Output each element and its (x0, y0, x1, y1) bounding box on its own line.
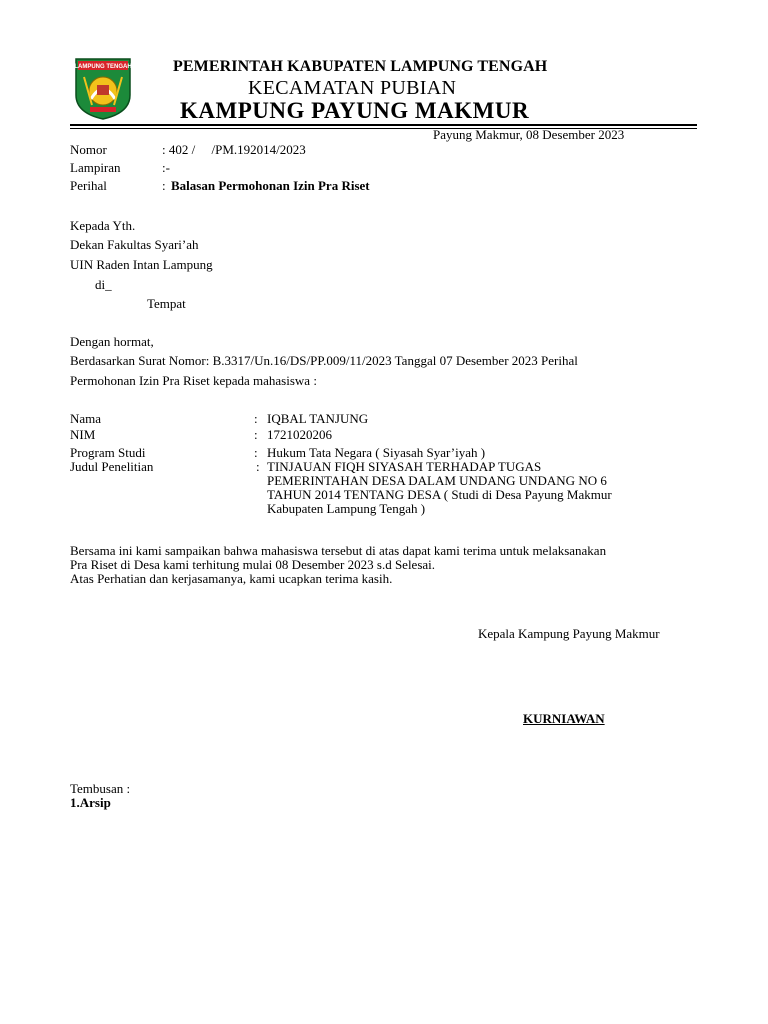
recipient-line-3: UIN Raden Intan Lampung (70, 257, 213, 272)
recipient-line-1: Kepada Yth. (70, 218, 136, 233)
header-line-village: KAMPUNG PAYUNG MAKMUR (180, 98, 530, 123)
lampiran-value: :- (162, 160, 170, 175)
nim-label: NIM (70, 427, 96, 442)
lampiran-label: Lampiran (70, 160, 121, 175)
perihal-label: Perihal (70, 178, 107, 193)
signatory-title: Kepala Kampung Payung Makmur (478, 626, 660, 641)
perihal-value: Balasan Permohonan Izin Pra Riset (171, 178, 370, 193)
nama-colon: : (254, 411, 258, 426)
judul-line-2: PEMERINTAHAN DESA DALAM UNDANG UNDANG NO 6 (267, 473, 607, 488)
closing-line-2: Pra Riset di Desa kami terhitung mulai 08 Desember 2023 s.d Selesai. (70, 557, 436, 572)
header-divider-thick (70, 124, 697, 126)
intro-line-2: Permohonan Izin Pra Riset kepada mahasiswa : (70, 373, 317, 388)
closing-line-3: Atas Perhatian dan kerjasamanya, kami ucapkan terima kasih. (70, 571, 393, 586)
place-and-date: Payung Makmur, 08 Desember 2023 (433, 127, 625, 142)
header-line-government: PEMERINTAH KABUPATEN LAMPUNG TENGAH (173, 58, 548, 75)
closing-line-1: Bersama ini kami sampaikan bahwa mahasiswa tersebut di atas dapat kami terima untuk melaksanakan (70, 543, 607, 558)
prodi-label: Program Studi (70, 445, 146, 460)
header-line-district: KECAMATAN PUBIAN (248, 77, 457, 99)
prodi-value: Hukum Tata Negara ( Siyasah Syar’iyah ) (267, 445, 486, 460)
judul-colon: : (256, 459, 260, 474)
nama-value: IQBAL TANJUNG (267, 411, 369, 426)
judul-line-4: Kabupaten Lampung Tengah ) (267, 501, 426, 516)
nim-colon: : (254, 427, 258, 442)
greeting: Dengan hormat, (70, 334, 154, 349)
recipient-line-2: Dekan Fakultas Syari’ah (70, 237, 199, 252)
judul-line-1: TINJAUAN FIQH SIYASAH TERHADAP TUGAS (267, 459, 542, 474)
perihal-colon: : (162, 178, 166, 193)
regency-logo (70, 55, 136, 121)
recipient-line-4: di_ (95, 277, 112, 292)
judul-line-3: TAHUN 2014 TENTANG DESA ( Studi di Desa Payung Makmur (267, 487, 612, 502)
recipient-line-5: Tempat (147, 296, 186, 311)
nomor-value: : 402 / /PM.192014/2023 (162, 142, 306, 157)
nim-value: 1721020206 (267, 427, 332, 442)
nama-label: Nama (70, 411, 102, 426)
nomor-label: Nomor (70, 142, 107, 157)
judul-label: Judul Penelitian (70, 459, 154, 474)
cc-item-1: 1.Arsip (70, 795, 111, 810)
cc-label: Tembusan : (70, 781, 131, 796)
logo-text: LAMPUNG TENGAH (74, 64, 132, 70)
signatory-name: KURNIAWAN (523, 711, 605, 726)
prodi-colon: : (254, 445, 258, 460)
intro-line-1: Berdasarkan Surat Nomor: B.3317/Un.16/DS/PP.009/11/2023 Tanggal 07 Desember 2023 Perihal (70, 353, 578, 368)
